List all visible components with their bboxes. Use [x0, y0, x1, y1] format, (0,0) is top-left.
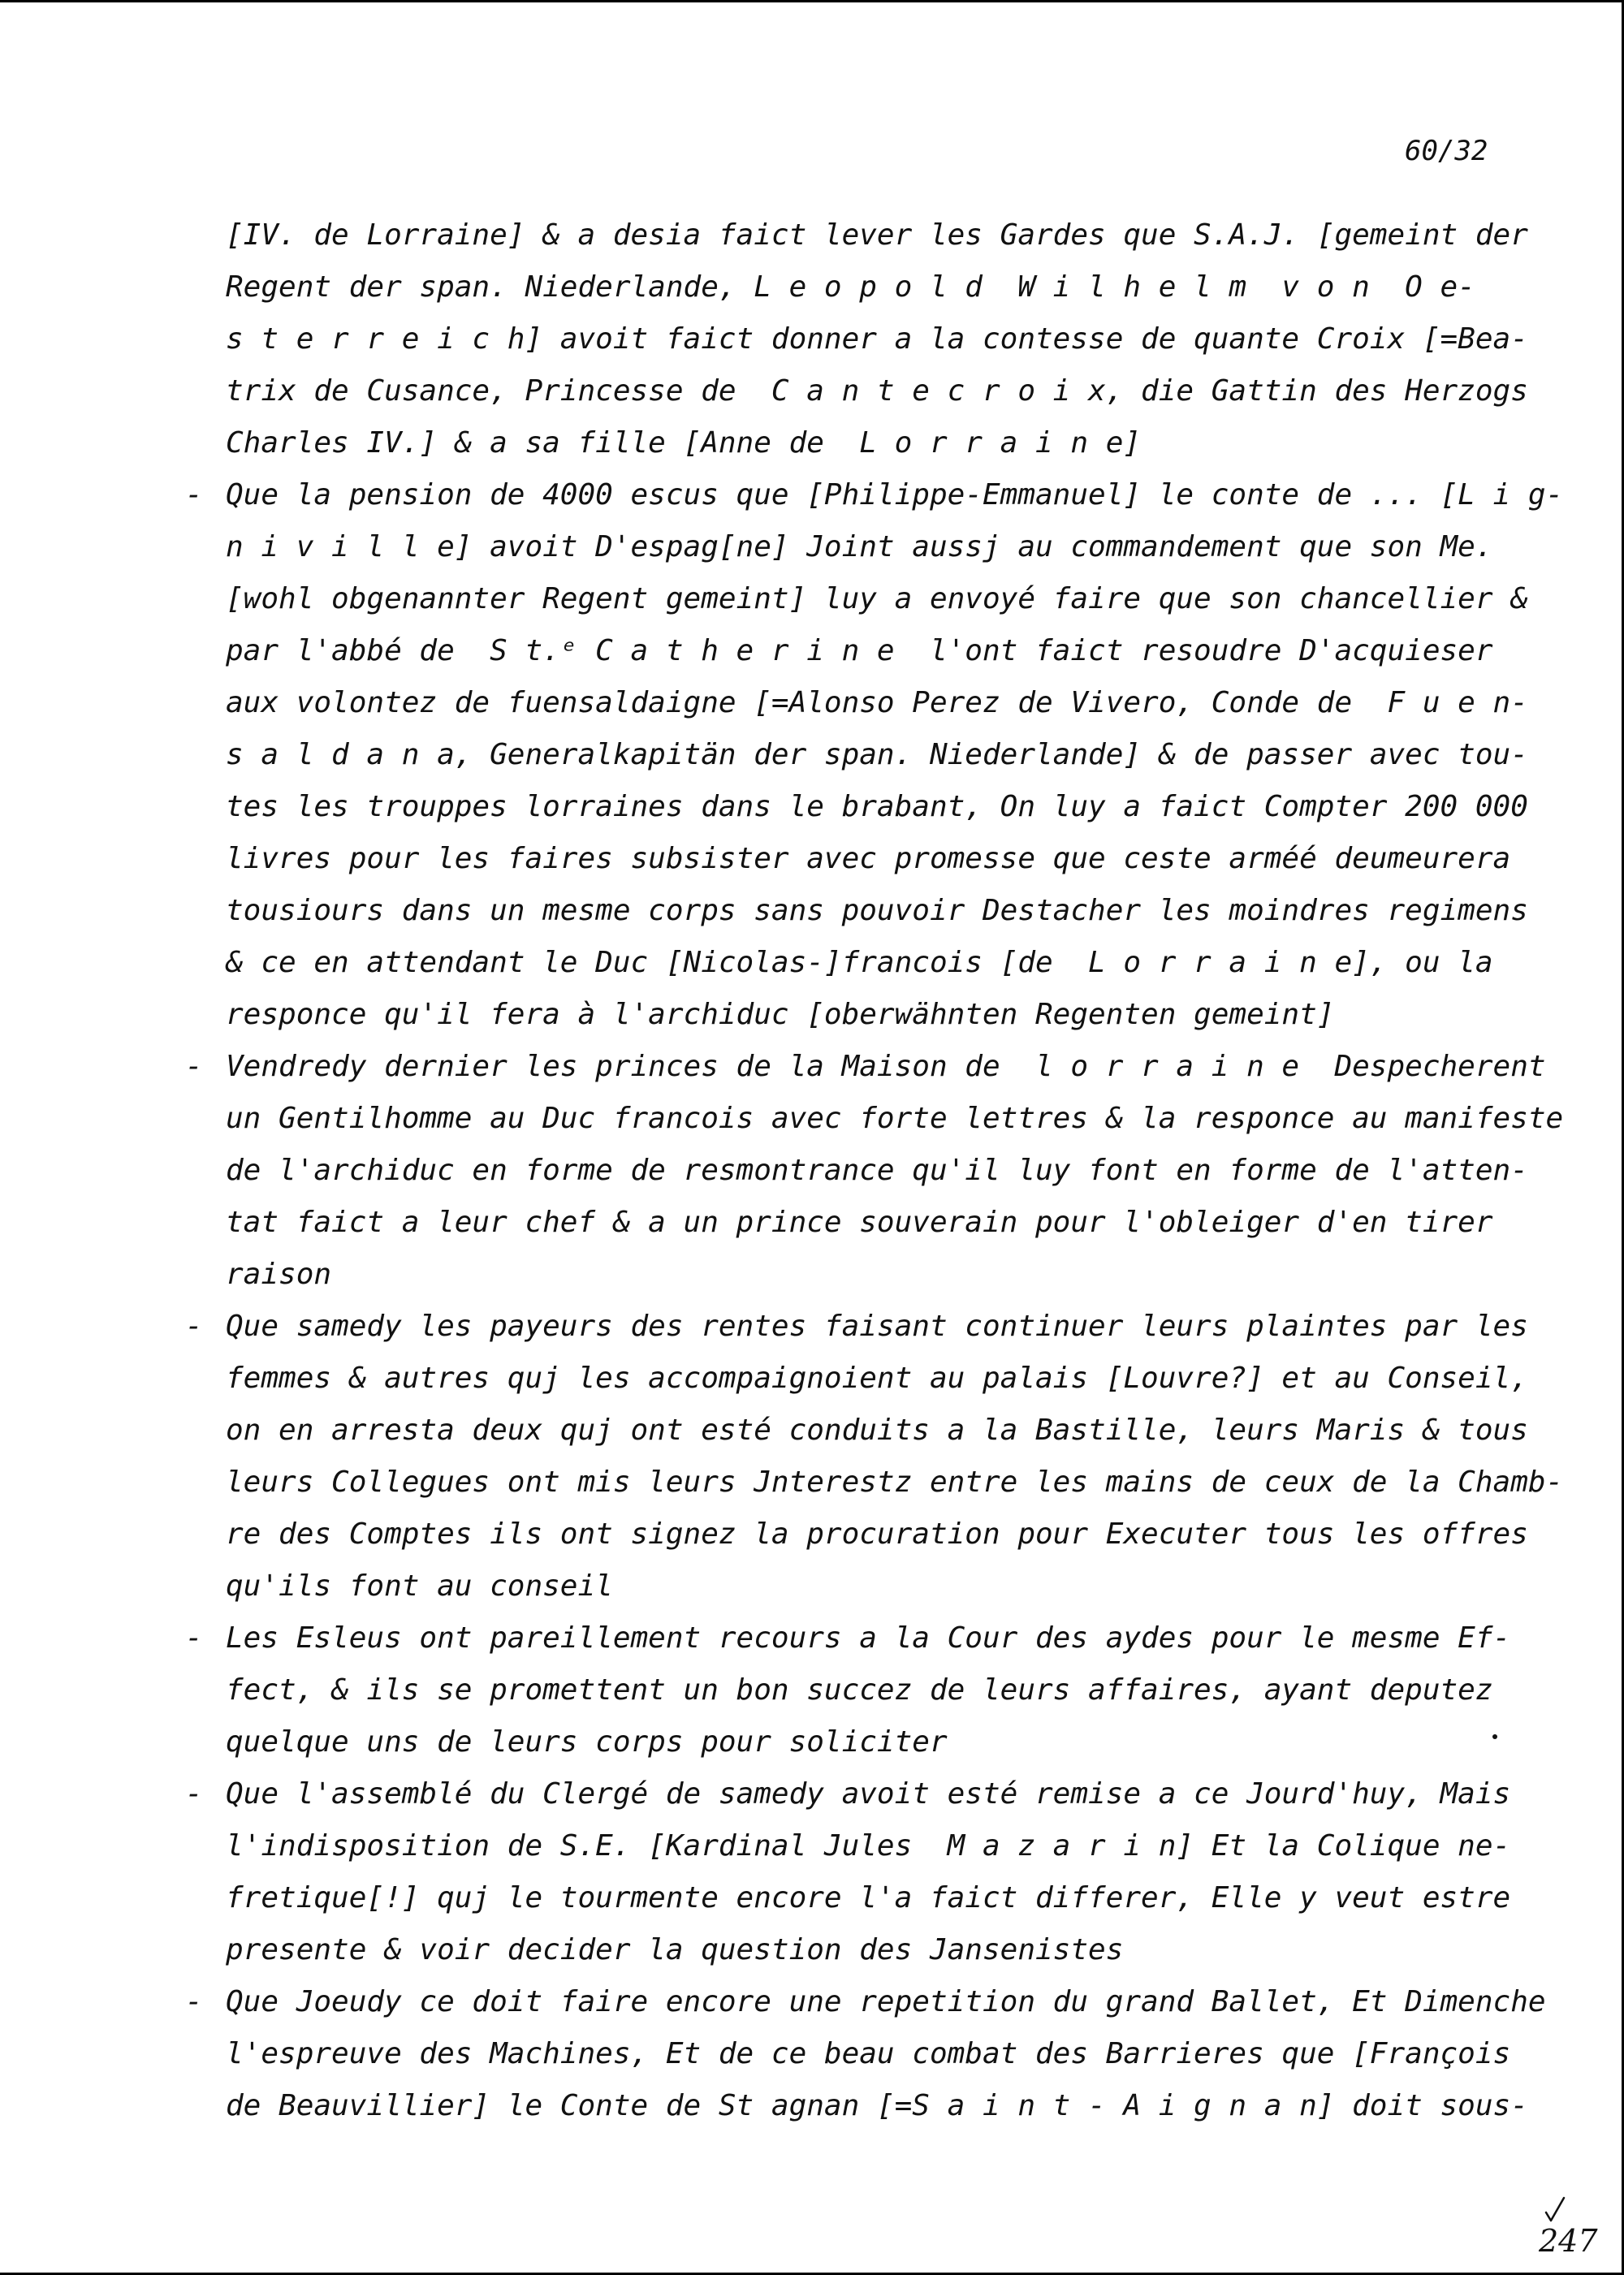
text-line — [226, 417, 1525, 469]
text-line — [226, 1145, 1528, 1197]
line-text: tousiours dans un mesme corps sans pouvoir Destacher les moindres regimens — [226, 894, 1528, 927]
text-line — [185, 1768, 1525, 1820]
text-line — [226, 1561, 1525, 1612]
line-text: fretique[!] quj le tourmente encore l'a faict differer, Elle y veut estre — [226, 1881, 1511, 1915]
text-line — [226, 1457, 1564, 1509]
paragraph-dash: - — [185, 1777, 203, 1811]
text-line — [226, 729, 1528, 781]
text-line — [226, 1405, 1528, 1457]
line-text: Charles IV.] & a sa fille [Anne de L o r r a i n e] — [226, 426, 1142, 460]
line-text: fect, & ils se promettent un bon succez de leurs affaires, ayant deputez — [226, 1673, 1493, 1707]
paragraph-dash: - — [185, 1621, 203, 1655]
paragraph-dash: - — [185, 1050, 203, 1083]
text-line — [226, 261, 1525, 313]
line-text: n i v i l l e] avoit D'espag[ne] Joint aussj au commandement que son Me. — [226, 530, 1493, 563]
text-line — [226, 521, 1525, 573]
text-line — [226, 313, 1528, 365]
line-text: Que l'assemblé du Clergé de samedy avoit esté remise a ce Jourd'huy, Mais — [226, 1777, 1511, 1811]
line-text: de l'archiduc en forme de resmontrance qu'il luy font en forme de l'atten- — [226, 1154, 1528, 1187]
line-text: tat faict a leur chef & a un prince souverain pour l'obleiger d'en tirer — [226, 1206, 1493, 1239]
line-text: s a l d a n a, Generalkapitän der span. Niederlande] & de passer avec tou- — [226, 738, 1528, 771]
text-line — [185, 1612, 1525, 1664]
text-line — [226, 833, 1525, 885]
text-line — [226, 209, 1528, 261]
line-text: raison — [226, 1258, 332, 1291]
text-line — [226, 1509, 1528, 1561]
paragraph-dash: - — [185, 1985, 203, 2018]
text-line — [226, 1093, 1564, 1145]
line-text: un Gentilhomme au Duc francois avec forte lettres & la responce au manifeste — [226, 1102, 1564, 1135]
line-text: Vendredy dernier les princes de la Maison de l o r r a i n e Despecherent — [226, 1050, 1546, 1083]
line-text: l'indisposition de S.E. [Kardinal Jules M a z a r i n] Et la Colique ne- — [226, 1829, 1511, 1863]
line-text: leurs Collegues ont mis leurs Jnterestz entre les mains de ceux de la Chamb- — [226, 1466, 1564, 1499]
line-text: femmes & autres quj les accompaignoient au palais [Louvre?] et au Conseil, — [226, 1362, 1528, 1395]
line-text: par l'abbé de S t.ᵉ C a t h e r i n e l'ont faict resoudre D'acquieser — [226, 634, 1493, 667]
line-text: trix de Cusance, Princesse de C a n t e c r o i x, die Gattin des Herzogs — [226, 374, 1528, 408]
text-line — [226, 989, 1525, 1041]
text-line — [226, 937, 1525, 989]
page-border-top — [0, 0, 1624, 2]
text-line — [226, 1353, 1528, 1405]
text-line — [226, 1872, 1525, 1924]
text-line — [226, 1664, 1525, 1716]
text-line — [226, 2028, 1525, 2080]
line-text: qu'ils font au conseil — [226, 1569, 613, 1603]
line-text: tes les trouppes lorraines dans le brabant, On luy a faict Compter 200 000 — [226, 790, 1528, 823]
text-line — [226, 365, 1528, 417]
line-text: re des Comptes ils ont signez la procuration pour Executer tous les offres — [226, 1517, 1528, 1551]
line-text: Que samedy les payeurs des rentes faisant continuer leurs plaintes par les — [226, 1310, 1528, 1343]
text-line — [185, 1041, 1546, 1093]
line-text: Regent der span. Niederlande, L e o p o l d W i l h e l m v o n O e- — [226, 270, 1475, 304]
folio-number: 247 — [1539, 2223, 1598, 2259]
text-line — [226, 781, 1528, 833]
text-line — [226, 1820, 1525, 1872]
line-text: Que la pension de 4000 escus que [Philippe-Emmanuel] le conte de ... [L i g- — [226, 478, 1564, 512]
text-line — [226, 677, 1528, 729]
text-line — [226, 573, 1528, 625]
line-text: Que Joeudy ce doit faire encore une repetition du grand Ballet, Et Dimenche — [226, 1985, 1546, 2018]
text-line — [226, 1197, 1525, 1249]
paragraph-dash: - — [185, 478, 203, 512]
line-text: s t e r r e i c h] avoit faict donner a la contesse de quante Croix [=Bea- — [226, 322, 1528, 356]
line-text: & ce en attendant le Duc [Nicolas-]francois [de L o r r a i n e], ou la — [226, 946, 1493, 979]
line-text: on en arresta deux quj ont esté conduits a la Bastille, leurs Maris & tous — [226, 1414, 1528, 1447]
text-line — [226, 1249, 1525, 1301]
line-text: Les Esleus ont pareillement recours a la Cour des aydes pour le mesme Ef- — [226, 1621, 1511, 1655]
line-text: quelque uns de leurs corps pour soliciter — [226, 1725, 948, 1759]
checkmark-icon — [1543, 2196, 1567, 2225]
text-line — [226, 1924, 1525, 1976]
line-text: de Beauvillier] le Conte de St agnan [=S a i n t - A i g n a n] doit sous- — [226, 2089, 1528, 2122]
transcription-body — [185, 209, 1564, 2132]
line-text: aux volontez de fuensaldaigne [=Alonso Perez de Vivero, Conde de F u e n- — [226, 686, 1528, 719]
line-text: livres pour les faires subsister avec promesse que ceste arméé deumeurera — [226, 842, 1511, 875]
text-line — [185, 1976, 1546, 2028]
text-line — [226, 2080, 1528, 2132]
line-text: [wohl obgenannter Regent gemeint] luy a envoyé faire que son chancellier & — [226, 582, 1528, 615]
paragraph-dash: - — [185, 1310, 203, 1343]
stray-mark — [1492, 1734, 1497, 1739]
text-line — [226, 625, 1525, 677]
line-text: responce qu'il fera à l'archiduc [oberwähnten Regenten gemeint] — [226, 998, 1335, 1031]
line-text: [IV. de Lorraine] & a desia faict lever les Gardes que S.A.J. [gemeint der — [226, 218, 1528, 252]
text-line — [226, 885, 1528, 937]
text-line — [185, 469, 1564, 521]
line-text: l'espreuve des Machines, Et de ce beau combat des Barrieres que [François — [226, 2037, 1511, 2070]
text-line — [226, 1716, 1525, 1768]
page-number: 60/32 — [1405, 135, 1488, 167]
text-line — [185, 1301, 1528, 1353]
line-text: presente & voir decider la question des Jansenistes — [226, 1933, 1124, 1966]
